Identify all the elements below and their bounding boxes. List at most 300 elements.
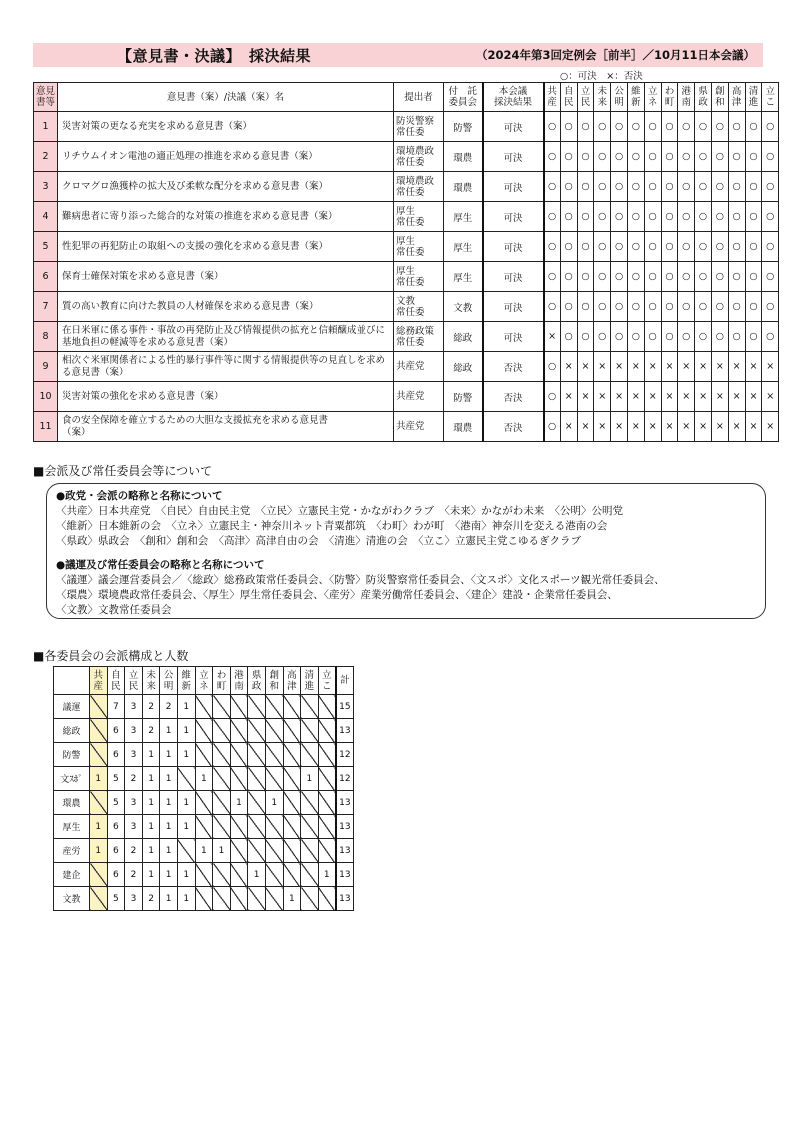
vote-mark: ○ xyxy=(661,112,678,142)
comp-header-party: 公 明 xyxy=(160,667,178,695)
member-count: 1 xyxy=(160,791,178,815)
comp-header-total: 計 xyxy=(336,667,354,695)
vote-mark: × xyxy=(544,322,561,352)
committee: 環農 xyxy=(444,172,483,202)
vote-mark: ○ xyxy=(560,112,577,142)
header-committee: 付 託 委員会 xyxy=(444,83,483,112)
member-count: 1 xyxy=(213,839,231,863)
member-count: 1 xyxy=(195,767,213,791)
vote-mark: × xyxy=(611,352,628,382)
row-number: 8 xyxy=(34,322,58,352)
vote-mark: × xyxy=(711,382,728,412)
vote-mark: × xyxy=(745,382,762,412)
table-row xyxy=(54,743,354,767)
vote-mark: ○ xyxy=(762,262,779,292)
proposer: 防災警察 常任委 xyxy=(394,112,444,142)
member-total: 13 xyxy=(336,839,354,863)
vote-mark: ○ xyxy=(711,322,728,352)
vote-mark: × xyxy=(627,412,644,442)
committee-label: 防警 xyxy=(54,743,90,767)
committee: 総政 xyxy=(444,352,483,382)
committees-line: 〈文教〉文教常任委員会 xyxy=(56,604,172,616)
vote-mark: × xyxy=(745,412,762,442)
member-count xyxy=(301,839,319,863)
title-bar xyxy=(33,43,763,67)
vote-mark: ○ xyxy=(678,232,695,262)
table-row xyxy=(54,815,354,839)
member-count xyxy=(265,863,283,887)
comp-header-party: 県 政 xyxy=(248,667,266,695)
member-count xyxy=(213,887,231,911)
table-row xyxy=(34,322,779,352)
member-count xyxy=(230,743,248,767)
member-count: 1 xyxy=(195,839,213,863)
member-total: 13 xyxy=(336,863,354,887)
member-count xyxy=(283,719,301,743)
vote-mark: ○ xyxy=(728,112,745,142)
comp-header-party: 立 こ xyxy=(318,667,336,695)
member-count xyxy=(213,743,231,767)
member-count xyxy=(90,719,108,743)
table-row xyxy=(34,352,779,382)
member-count xyxy=(213,863,231,887)
vote-mark: × xyxy=(762,382,779,412)
vote-mark: ○ xyxy=(745,142,762,172)
vote-mark: × xyxy=(577,382,594,412)
member-count: 2 xyxy=(125,863,143,887)
vote-mark: ○ xyxy=(678,172,695,202)
member-count xyxy=(195,743,213,767)
vote-mark: ○ xyxy=(661,292,678,322)
vote-mark: ○ xyxy=(627,172,644,202)
member-count xyxy=(265,695,283,719)
vote-mark: × xyxy=(711,412,728,442)
row-number: 5 xyxy=(34,232,58,262)
resolution-name: クロマグロ漁獲枠の拡大及び柔軟な配分を求める意見書（案） xyxy=(58,172,394,202)
vote-mark: ○ xyxy=(594,112,611,142)
member-total: 13 xyxy=(336,887,354,911)
member-count: 1 xyxy=(177,863,195,887)
header-party: 立 民 xyxy=(577,83,594,112)
table-row xyxy=(54,839,354,863)
vote-mark: ○ xyxy=(678,142,695,172)
notes-box xyxy=(46,483,766,619)
member-count: 1 xyxy=(301,767,319,791)
vote-mark: ○ xyxy=(577,292,594,322)
member-count xyxy=(248,743,266,767)
vote-mark: × xyxy=(577,412,594,442)
member-count xyxy=(283,863,301,887)
vote-mark: × xyxy=(728,352,745,382)
header-party: 維 新 xyxy=(627,83,644,112)
proposer: 共産党 xyxy=(394,412,444,442)
resolution-name: 在日米軍に係る事件・事故の再発防止及び情報提供の拡充と信頼醸成並びに基地負担の軽減等を求める意見書（案） xyxy=(58,322,394,352)
vote-mark: ○ xyxy=(695,292,712,322)
vote-mark: ○ xyxy=(678,322,695,352)
vote-mark: ○ xyxy=(627,142,644,172)
header-party: 未 来 xyxy=(594,83,611,112)
table-row xyxy=(34,232,779,262)
vote-mark: ○ xyxy=(544,382,561,412)
resolution-name: 食の安全保障を確立するための大胆な支援拡充を求める意見書 （案） xyxy=(58,412,394,442)
member-count: 1 xyxy=(142,863,160,887)
vote-mark: ○ xyxy=(695,322,712,352)
vote-mark: × xyxy=(644,352,661,382)
vote-mark: ○ xyxy=(762,322,779,352)
table-row xyxy=(54,791,354,815)
member-count xyxy=(283,791,301,815)
vote-mark: ○ xyxy=(594,142,611,172)
vote-mark: ○ xyxy=(661,232,678,262)
header-party: 清 進 xyxy=(745,83,762,112)
vote-mark: × xyxy=(678,412,695,442)
table-row xyxy=(34,112,779,142)
vote-mark: × xyxy=(762,412,779,442)
header-party: 港 南 xyxy=(678,83,695,112)
member-count xyxy=(318,791,336,815)
member-total: 15 xyxy=(336,695,354,719)
vote-mark: ○ xyxy=(745,232,762,262)
row-number: 4 xyxy=(34,202,58,232)
vote-mark: ○ xyxy=(745,172,762,202)
member-count: 2 xyxy=(160,695,178,719)
vote-mark: ○ xyxy=(544,232,561,262)
member-count xyxy=(195,887,213,911)
member-count xyxy=(265,839,283,863)
member-count: 1 xyxy=(318,863,336,887)
vote-mark: × xyxy=(762,352,779,382)
committee: 環農 xyxy=(444,142,483,172)
vote-mark: ○ xyxy=(560,322,577,352)
resolution-name: 質の高い教育に向けた教員の人材確保を求める意見書（案） xyxy=(58,292,394,322)
committee: 防警 xyxy=(444,382,483,412)
table-row xyxy=(54,719,354,743)
vote-mark: ○ xyxy=(644,232,661,262)
proposer: 環境農政 常任委 xyxy=(394,142,444,172)
member-count: 1 xyxy=(177,743,195,767)
comp-header-row xyxy=(54,667,354,695)
vote-mark: ○ xyxy=(695,202,712,232)
member-count xyxy=(230,839,248,863)
vote-mark: × xyxy=(627,382,644,412)
vote-mark: ○ xyxy=(577,262,594,292)
member-count xyxy=(318,743,336,767)
member-count: 1 xyxy=(160,839,178,863)
vote-mark: ○ xyxy=(644,142,661,172)
vote-mark: ○ xyxy=(661,172,678,202)
vote-mark: ○ xyxy=(695,112,712,142)
plenary-result: 否決 xyxy=(483,412,544,442)
member-count: 1 xyxy=(90,767,108,791)
member-count xyxy=(213,695,231,719)
comp-header-party: 未 来 xyxy=(142,667,160,695)
header-num: 意見 書等 xyxy=(34,83,58,112)
vote-mark: ○ xyxy=(577,172,594,202)
member-count xyxy=(301,743,319,767)
vote-mark: ○ xyxy=(560,202,577,232)
member-count xyxy=(230,695,248,719)
vote-mark: × xyxy=(611,382,628,412)
committee-label: 環農 xyxy=(54,791,90,815)
vote-mark: ○ xyxy=(745,202,762,232)
member-count xyxy=(230,767,248,791)
proposer: 共産党 xyxy=(394,352,444,382)
header-party: 創 和 xyxy=(711,83,728,112)
vote-mark: ○ xyxy=(728,322,745,352)
vote-mark: ○ xyxy=(762,292,779,322)
member-total: 13 xyxy=(336,719,354,743)
vote-mark: ○ xyxy=(577,202,594,232)
member-count xyxy=(301,719,319,743)
proposer: 環境農政 常任委 xyxy=(394,172,444,202)
member-count: 1 xyxy=(283,887,301,911)
member-count xyxy=(195,791,213,815)
member-total: 12 xyxy=(336,767,354,791)
member-count xyxy=(195,695,213,719)
member-count xyxy=(301,887,319,911)
member-count: 1 xyxy=(142,743,160,767)
member-count: 1 xyxy=(265,791,283,815)
vote-mark: ○ xyxy=(711,262,728,292)
vote-mark: ○ xyxy=(728,172,745,202)
vote-mark: ○ xyxy=(644,172,661,202)
member-count xyxy=(318,839,336,863)
vote-mark: × xyxy=(695,352,712,382)
member-count: 3 xyxy=(125,695,143,719)
member-count xyxy=(195,719,213,743)
member-count xyxy=(318,887,336,911)
vote-mark: ○ xyxy=(728,142,745,172)
vote-mark: ○ xyxy=(661,142,678,172)
page-title: 【意見書・決議】 採決結果 xyxy=(117,47,312,65)
parties-line: 〈共産〉日本共産党 〈自民〉自由民主党 〈立民〉立憲民主党・かながわクラブ 〈未来〉かながわ未来 〈公明〉公明党 xyxy=(56,505,623,517)
vote-mark: × xyxy=(695,412,712,442)
comp-header-party: 清 進 xyxy=(301,667,319,695)
vote-mark: ○ xyxy=(695,232,712,262)
vote-mark: ○ xyxy=(611,142,628,172)
vote-mark: ○ xyxy=(762,232,779,262)
vote-mark: ○ xyxy=(711,112,728,142)
vote-mark: × xyxy=(678,352,695,382)
committee-composition-table xyxy=(53,666,354,911)
vote-mark: ○ xyxy=(661,262,678,292)
comp-header-party: 高 津 xyxy=(283,667,301,695)
vote-mark: × xyxy=(644,412,661,442)
member-count xyxy=(283,743,301,767)
resolution-name: 性犯罪の再犯防止の取組への支援の強化を求める意見書（案） xyxy=(58,232,394,262)
table-row xyxy=(54,863,354,887)
member-count xyxy=(195,863,213,887)
vote-mark: ○ xyxy=(627,262,644,292)
vote-mark: ○ xyxy=(594,232,611,262)
committee-label: 産労 xyxy=(54,839,90,863)
header-party: 公 明 xyxy=(611,83,628,112)
committee: 厚生 xyxy=(444,232,483,262)
header-party: 立 こ xyxy=(762,83,779,112)
vote-mark: ○ xyxy=(644,202,661,232)
vote-mark: ○ xyxy=(544,292,561,322)
vote-mark: ○ xyxy=(678,112,695,142)
member-count xyxy=(90,863,108,887)
header-party: 高 津 xyxy=(728,83,745,112)
vote-mark: × xyxy=(745,352,762,382)
vote-mark: × xyxy=(594,412,611,442)
member-count xyxy=(177,839,195,863)
table-header-row xyxy=(34,83,779,112)
comp-header-party: 維 新 xyxy=(177,667,195,695)
table-row xyxy=(34,202,779,232)
vote-mark: × xyxy=(728,382,745,412)
comp-header-party: 自 民 xyxy=(107,667,125,695)
vote-mark: ○ xyxy=(560,232,577,262)
vote-mark: ○ xyxy=(728,202,745,232)
vote-mark: ○ xyxy=(711,202,728,232)
plenary-result: 可決 xyxy=(483,202,544,232)
comp-header-party: 共 産 xyxy=(90,667,108,695)
table-row xyxy=(54,695,354,719)
member-count xyxy=(90,743,108,767)
row-number: 1 xyxy=(34,112,58,142)
member-total: 13 xyxy=(336,791,354,815)
vote-mark: ○ xyxy=(544,412,561,442)
member-count xyxy=(301,695,319,719)
committees-line: 〈環農〉環境農政常任委員会、〈厚生〉厚生常任委員会、〈産労〉産業労働常任委員会、〈建企〉建設・企業常任委員会、 xyxy=(56,589,618,601)
member-count xyxy=(318,815,336,839)
member-total: 13 xyxy=(336,815,354,839)
vote-mark: ○ xyxy=(594,262,611,292)
plenary-result: 可決 xyxy=(483,142,544,172)
section-title-composition: ■各委員会の会派構成と人数 xyxy=(33,649,189,663)
member-count: 5 xyxy=(107,767,125,791)
table-row xyxy=(34,412,779,442)
header-party: 自 民 xyxy=(560,83,577,112)
vote-mark: ○ xyxy=(560,172,577,202)
member-count xyxy=(248,887,266,911)
vote-mark: ○ xyxy=(611,112,628,142)
member-count xyxy=(213,719,231,743)
proposer: 文教 常任委 xyxy=(394,292,444,322)
vote-mark: ○ xyxy=(594,292,611,322)
member-count: 6 xyxy=(107,815,125,839)
member-count xyxy=(265,743,283,767)
vote-mark: ○ xyxy=(611,202,628,232)
member-count: 5 xyxy=(107,791,125,815)
member-count xyxy=(248,791,266,815)
committee: 総政 xyxy=(444,322,483,352)
vote-mark: ○ xyxy=(560,292,577,322)
vote-mark: ○ xyxy=(728,232,745,262)
committee: 厚生 xyxy=(444,202,483,232)
member-count: 3 xyxy=(125,887,143,911)
proposer: 総務政策 常任委 xyxy=(394,322,444,352)
member-count xyxy=(230,887,248,911)
member-count: 2 xyxy=(142,695,160,719)
vote-mark: × xyxy=(560,412,577,442)
vote-mark: ○ xyxy=(695,172,712,202)
member-count: 2 xyxy=(142,887,160,911)
committee-label: 総政 xyxy=(54,719,90,743)
member-total: 12 xyxy=(336,743,354,767)
comp-header-party: 港 南 xyxy=(230,667,248,695)
member-count xyxy=(265,719,283,743)
member-count: 1 xyxy=(142,767,160,791)
vote-mark: ○ xyxy=(611,262,628,292)
member-count: 1 xyxy=(177,791,195,815)
vote-mark: ○ xyxy=(560,142,577,172)
resolution-name: 難病患者に寄り添った総合的な対策の推進を求める意見書（案） xyxy=(58,202,394,232)
plenary-result: 可決 xyxy=(483,112,544,142)
plenary-result: 可決 xyxy=(483,262,544,292)
resolution-name: 相次ぐ米軍関係者による性的暴行事件等に関する情報提供等の見直しを求める意見書（案） xyxy=(58,352,394,382)
vote-mark: ○ xyxy=(644,112,661,142)
vote-mark: ○ xyxy=(544,112,561,142)
vote-mark: ○ xyxy=(627,292,644,322)
committee-label: 文教 xyxy=(54,887,90,911)
table-row xyxy=(54,887,354,911)
committees-line: 〈議運〉議会運営委員会／〈総政〉総務政策常任委員会、〈防警〉防災警察常任委員会、〈文スポ〉文化スポーツ観光常任委員会、 xyxy=(56,574,665,586)
header-party: わ 町 xyxy=(661,83,678,112)
proposer: 厚生 常任委 xyxy=(394,202,444,232)
vote-mark: ○ xyxy=(678,262,695,292)
member-count: 6 xyxy=(107,839,125,863)
vote-mark: ○ xyxy=(611,172,628,202)
member-count: 1 xyxy=(248,863,266,887)
table-row xyxy=(34,262,779,292)
vote-mark: ○ xyxy=(728,292,745,322)
member-count xyxy=(318,719,336,743)
vote-mark: ○ xyxy=(544,172,561,202)
plenary-result: 可決 xyxy=(483,172,544,202)
parties-heading: ●政党・会派の略称と名称について xyxy=(56,490,223,502)
member-count xyxy=(90,791,108,815)
vote-mark: × xyxy=(594,382,611,412)
plenary-result: 可決 xyxy=(483,292,544,322)
member-count: 1 xyxy=(160,815,178,839)
member-count: 3 xyxy=(125,743,143,767)
vote-mark: × xyxy=(560,352,577,382)
vote-mark: ○ xyxy=(678,202,695,232)
committee-label: 厚生 xyxy=(54,815,90,839)
vote-mark: × xyxy=(678,382,695,412)
row-number: 9 xyxy=(34,352,58,382)
vote-mark: ○ xyxy=(594,202,611,232)
member-count: 3 xyxy=(125,815,143,839)
member-count: 1 xyxy=(142,839,160,863)
member-count: 1 xyxy=(177,695,195,719)
member-count xyxy=(177,767,195,791)
vote-mark: ○ xyxy=(594,322,611,352)
vote-mark: ○ xyxy=(762,112,779,142)
member-count: 1 xyxy=(160,767,178,791)
member-count: 1 xyxy=(177,719,195,743)
header-proposer: 提出者 xyxy=(394,83,444,112)
member-count: 1 xyxy=(90,815,108,839)
member-count: 5 xyxy=(107,887,125,911)
member-count: 1 xyxy=(142,815,160,839)
vote-mark: ○ xyxy=(644,292,661,322)
member-count xyxy=(213,791,231,815)
vote-mark: ○ xyxy=(745,262,762,292)
vote-mark: ○ xyxy=(627,232,644,262)
member-count: 1 xyxy=(177,815,195,839)
resolution-name: 保育士確保対策を求める意見書（案） xyxy=(58,262,394,292)
member-count xyxy=(248,815,266,839)
committees-heading: ●議運及び常任委員会の略称と名称について xyxy=(56,559,265,571)
vote-mark: ○ xyxy=(577,322,594,352)
comp-header-party: 創 和 xyxy=(265,667,283,695)
session-subtitle: （2024年第3回定例会［前半］／10月11日本会議） xyxy=(475,48,755,62)
vote-mark: ○ xyxy=(577,112,594,142)
